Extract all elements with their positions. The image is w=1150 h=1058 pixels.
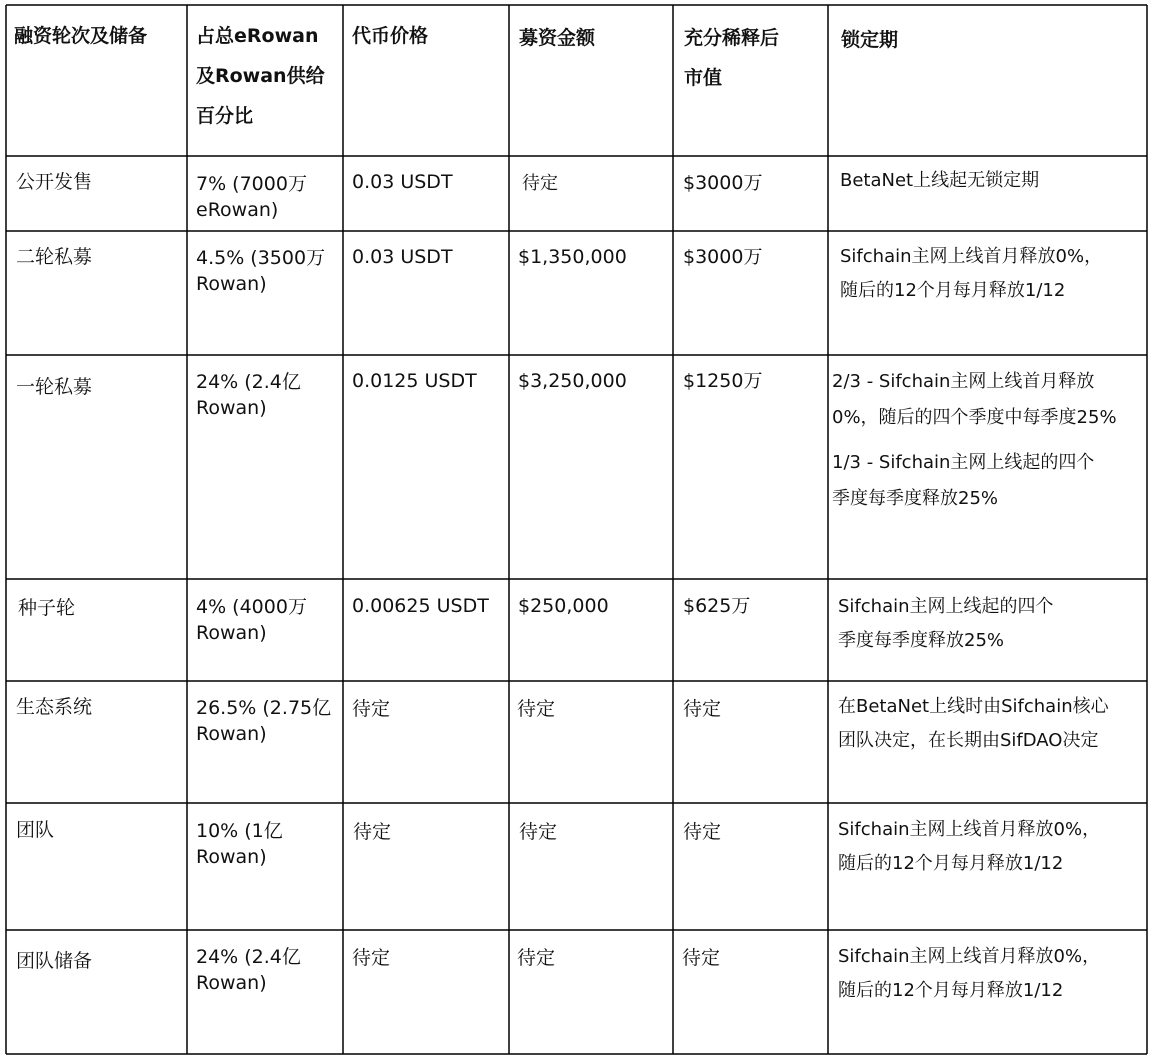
row-2-share: [196, 369, 301, 421]
header-share-line-1: 占总eRowan: [196, 25, 319, 47]
row-6-lock-line-2: 随后的12个月每月释放1/12: [838, 980, 1064, 1001]
row-1-share-line-2: Rowan): [196, 273, 267, 295]
row-2-raised: $3,250,000: [518, 370, 627, 392]
header-share-line-2: 及Rowan供给: [196, 65, 325, 87]
row-5-price: 待定: [353, 821, 392, 843]
row-2-round: 一轮私募: [16, 376, 93, 398]
row-5-raised: 待定: [519, 821, 558, 843]
row-4-fdv: 待定: [683, 698, 722, 720]
row-2-share-line-2: Rowan): [196, 397, 267, 419]
row-6-lock: [838, 940, 1100, 1008]
row-6-fdv: 待定: [682, 947, 721, 969]
row-2-lock-b-line-1: 1/3 - Sifchain主网上线起的四个: [832, 452, 1095, 473]
row-6-share-line-2: Rowan): [196, 972, 267, 994]
row-3-raised: $250,000: [518, 595, 609, 617]
row-5-fdv: 待定: [683, 821, 722, 843]
row-3-lock-line-2: 季度每季度释放25%: [838, 630, 1005, 651]
row-1-raised: $1,350,000: [518, 246, 627, 268]
row-5-share: [196, 818, 283, 870]
row-4-round: 生态系统: [16, 696, 93, 718]
row-0-share-line-1: 7% (7000万: [196, 173, 307, 195]
row-1-lock: [840, 240, 1102, 308]
row-5-lock-line-1: Sifchain主网上线首月释放0%，: [838, 819, 1101, 840]
row-4-share-line-1: 26.5% (2.75亿: [196, 697, 332, 719]
row-2-share-line-1: 24% (2.4亿: [196, 371, 301, 393]
row-1-price: 0.03 USDT: [352, 246, 453, 268]
row-5-share-line-1: 10% (1亿: [196, 820, 283, 842]
row-2-lock-b-line-2: 季度每季度释放25%: [832, 488, 999, 509]
header-lock: 锁定期: [841, 29, 899, 51]
row-2-lock-a: [832, 364, 1117, 436]
row-5-share-line-2: Rowan): [196, 846, 267, 868]
row-0-raised: 待定: [522, 173, 558, 194]
row-2-fdv: $1250万: [683, 370, 763, 392]
row-0-round: 公开发售: [16, 171, 93, 193]
row-3-share-line-2: Rowan): [196, 622, 267, 644]
row-6-share-line-1: 24% (2.4亿: [196, 946, 301, 968]
row-3-share-line-1: 4% (4000万: [196, 596, 307, 618]
row-4-price: 待定: [352, 698, 391, 720]
row-4-lock-line-2: 团队决定，在长期由SifDAO决定: [838, 730, 1099, 751]
row-1-share-line-1: 4.5% (3500万: [196, 247, 326, 269]
row-4-raised: 待定: [517, 698, 556, 720]
row-2-lock-a-line-2: 0%，随后的四个季度中每季度25%: [832, 407, 1117, 428]
row-0-share-line-2: eRowan): [196, 199, 279, 221]
row-6-share: [196, 944, 301, 996]
row-5-round: 团队: [16, 819, 55, 841]
header-fdv-line-1: 充分稀释后: [684, 27, 780, 49]
header-fdv-line-2: 市值: [684, 67, 723, 89]
header-price: 代币价格: [352, 25, 429, 47]
row-6-round: 团队储备: [16, 950, 93, 972]
row-0-price: 0.03 USDT: [352, 171, 453, 193]
row-3-fdv: $625万: [683, 595, 751, 617]
header-round: 融资轮次及储备: [14, 25, 148, 47]
row-4-share-line-2: Rowan): [196, 723, 267, 745]
row-1-round: 二轮私募: [16, 246, 93, 268]
row-0-fdv: $3000万: [683, 172, 763, 194]
header-fdv: [684, 18, 779, 98]
row-6-raised: 待定: [517, 947, 556, 969]
row-1-lock-line-2: 随后的12个月每月释放1/12: [840, 280, 1066, 301]
row-4-lock-line-1: 在BetaNet上线时由Sifchain核心: [838, 696, 1109, 717]
row-5-lock: [838, 813, 1100, 881]
row-2-lock-b: [832, 445, 1094, 517]
row-3-lock-line-1: Sifchain主网上线起的四个: [838, 596, 1054, 617]
row-1-share: [196, 245, 325, 297]
row-3-round: 种子轮: [18, 597, 76, 619]
row-1-fdv: $3000万: [683, 246, 763, 268]
row-6-price: 待定: [352, 947, 391, 969]
row-4-share: [196, 695, 331, 747]
header-raised: 募资金额: [519, 27, 596, 49]
row-0-share: [196, 171, 307, 223]
row-2-price: 0.0125 USDT: [352, 370, 477, 392]
row-1-lock-line-1: Sifchain主网上线首月释放0%，: [840, 246, 1103, 267]
header-share: [196, 16, 325, 136]
row-4-lock: [838, 690, 1109, 758]
row-3-share: [196, 594, 307, 646]
row-2-lock-a-line-1: 2/3 - Sifchain主网上线首月释放: [832, 371, 1095, 392]
row-0-lock: [840, 164, 1039, 198]
row-3-price: 0.00625 USDT: [352, 595, 489, 617]
row-6-lock-line-1: Sifchain主网上线首月释放0%，: [838, 946, 1101, 967]
row-5-lock-line-2: 随后的12个月每月释放1/12: [838, 853, 1064, 874]
row-0-lock-line-1: BetaNet上线起无锁定期: [840, 170, 1040, 191]
row-3-lock: [838, 590, 1054, 658]
header-share-line-3: 百分比: [196, 105, 254, 127]
